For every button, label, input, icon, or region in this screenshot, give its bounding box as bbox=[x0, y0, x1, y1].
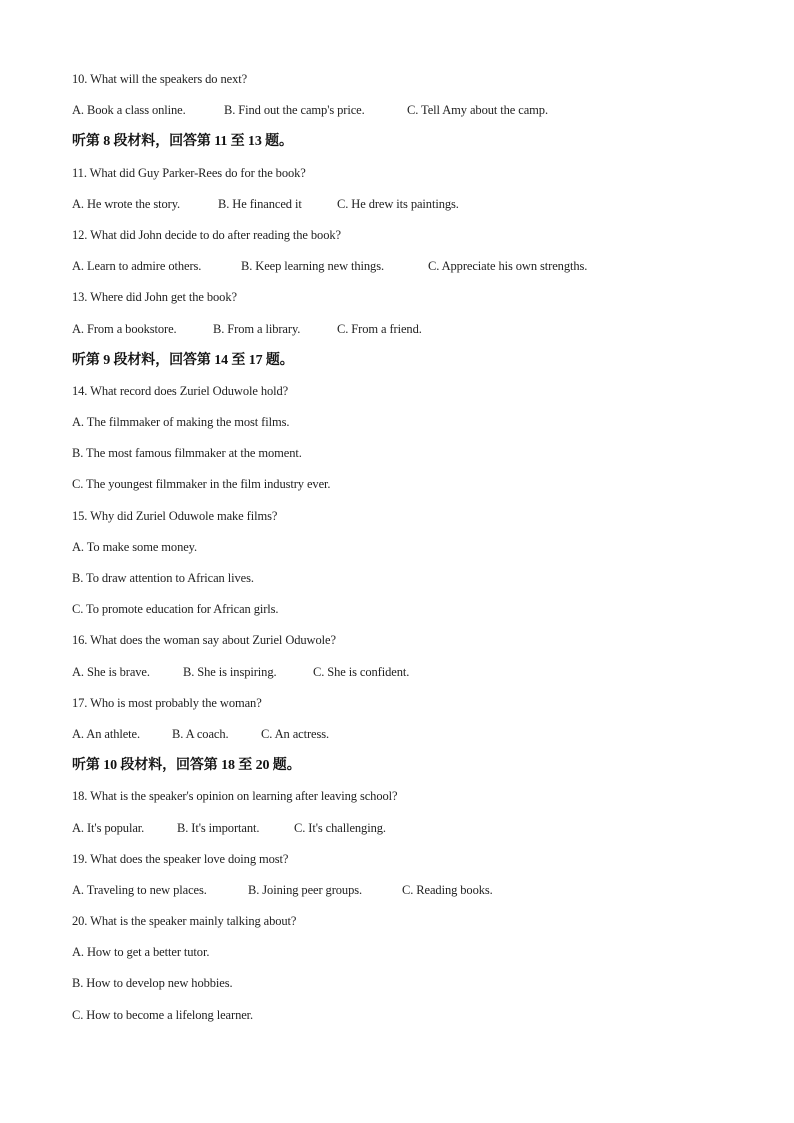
option-text: C. She is confident. bbox=[313, 664, 410, 679]
option-text: B. From a library. bbox=[213, 321, 301, 336]
option-text: A. From a bookstore. bbox=[72, 321, 177, 336]
question-text: 15. Why did Zuriel Oduwole make films? bbox=[72, 508, 278, 523]
option-text: A. She is brave. bbox=[72, 664, 150, 679]
options-row bbox=[72, 251, 752, 282]
options-row bbox=[72, 813, 752, 844]
question-text: C. How to become a lifelong learner. bbox=[72, 1007, 254, 1022]
option-text: A. Traveling to new places. bbox=[72, 882, 207, 897]
option-text: C. Appreciate his own strengths. bbox=[428, 259, 588, 274]
option-text: A. Book a class online. bbox=[72, 103, 186, 118]
option-text: C. Tell Amy about the camp. bbox=[407, 103, 548, 118]
options-row bbox=[72, 875, 752, 906]
question-text: B. The most famous filmmaker at the moment. bbox=[72, 446, 302, 461]
question-text: 18. What is the speaker's opinion on learning after leaving school? bbox=[72, 789, 398, 804]
option-text: A. He wrote the story. bbox=[72, 196, 181, 211]
question-text: 14. What record does Zuriel Oduwole hold? bbox=[72, 383, 289, 398]
option-text: C. He drew its paintings. bbox=[337, 196, 459, 211]
options-row bbox=[72, 95, 752, 126]
question-text: 20. What is the speaker mainly talking about? bbox=[72, 914, 297, 929]
question-text: B. How to develop new hobbies. bbox=[72, 976, 233, 991]
option-text: B. It's important. bbox=[177, 820, 260, 835]
question-text: 19. What does the speaker love doing most? bbox=[72, 851, 289, 866]
option-text: C. It's challenging. bbox=[294, 820, 386, 835]
options-row bbox=[72, 657, 752, 688]
question-text: A. To make some money. bbox=[72, 539, 198, 554]
section-heading: 听第 9 段材料，回答第 14 至 17 题。 bbox=[72, 352, 294, 368]
question-text: C. The youngest filmmaker in the film industry ever. bbox=[72, 477, 331, 492]
question-text: 11. What did Guy Parker-Rees do for the book? bbox=[72, 165, 306, 180]
question-text: 10. What will the speakers do next? bbox=[72, 72, 248, 86]
exam-page bbox=[72, 64, 752, 1031]
question-text: B. To draw attention to African lives. bbox=[72, 571, 254, 585]
option-text: A. An athlete. bbox=[72, 726, 141, 741]
option-text: C. Reading books. bbox=[402, 882, 493, 897]
section-heading: 听第 8 段材料，回答第 11 至 13 题。 bbox=[72, 134, 293, 150]
question-text: C. To promote education for African girls. bbox=[72, 602, 279, 617]
option-text: A. Learn to admire others. bbox=[72, 259, 202, 274]
option-text: B. She is inspiring. bbox=[183, 664, 277, 679]
options-row bbox=[72, 719, 752, 750]
question-text: 16. What does the woman say about Zuriel Oduwole? bbox=[72, 633, 336, 648]
option-text: B. Keep learning new things. bbox=[241, 259, 385, 274]
options-row bbox=[72, 314, 752, 345]
option-text: C. An actress. bbox=[261, 726, 330, 741]
question-text: 12. What did John decide to do after reading the book? bbox=[72, 227, 341, 242]
option-text: C. From a friend. bbox=[337, 321, 422, 336]
option-text: B. A coach. bbox=[172, 726, 229, 741]
section-heading: 听第 10 段材料，回答第 18 至 20 题。 bbox=[72, 758, 301, 774]
question-text: 13. Where did John get the book? bbox=[72, 290, 237, 305]
option-text: B. Find out the camp's price. bbox=[224, 103, 365, 118]
option-text: B. He financed it bbox=[218, 196, 302, 211]
question-text: A. The filmmaker of making the most films. bbox=[72, 415, 290, 430]
question-text: A. How to get a better tutor. bbox=[72, 945, 210, 960]
question-text: 17. Who is most probably the woman? bbox=[72, 695, 262, 710]
option-text: A. It's popular. bbox=[72, 820, 145, 835]
options-row bbox=[72, 189, 752, 220]
option-text: B. Joining peer groups. bbox=[248, 882, 363, 897]
